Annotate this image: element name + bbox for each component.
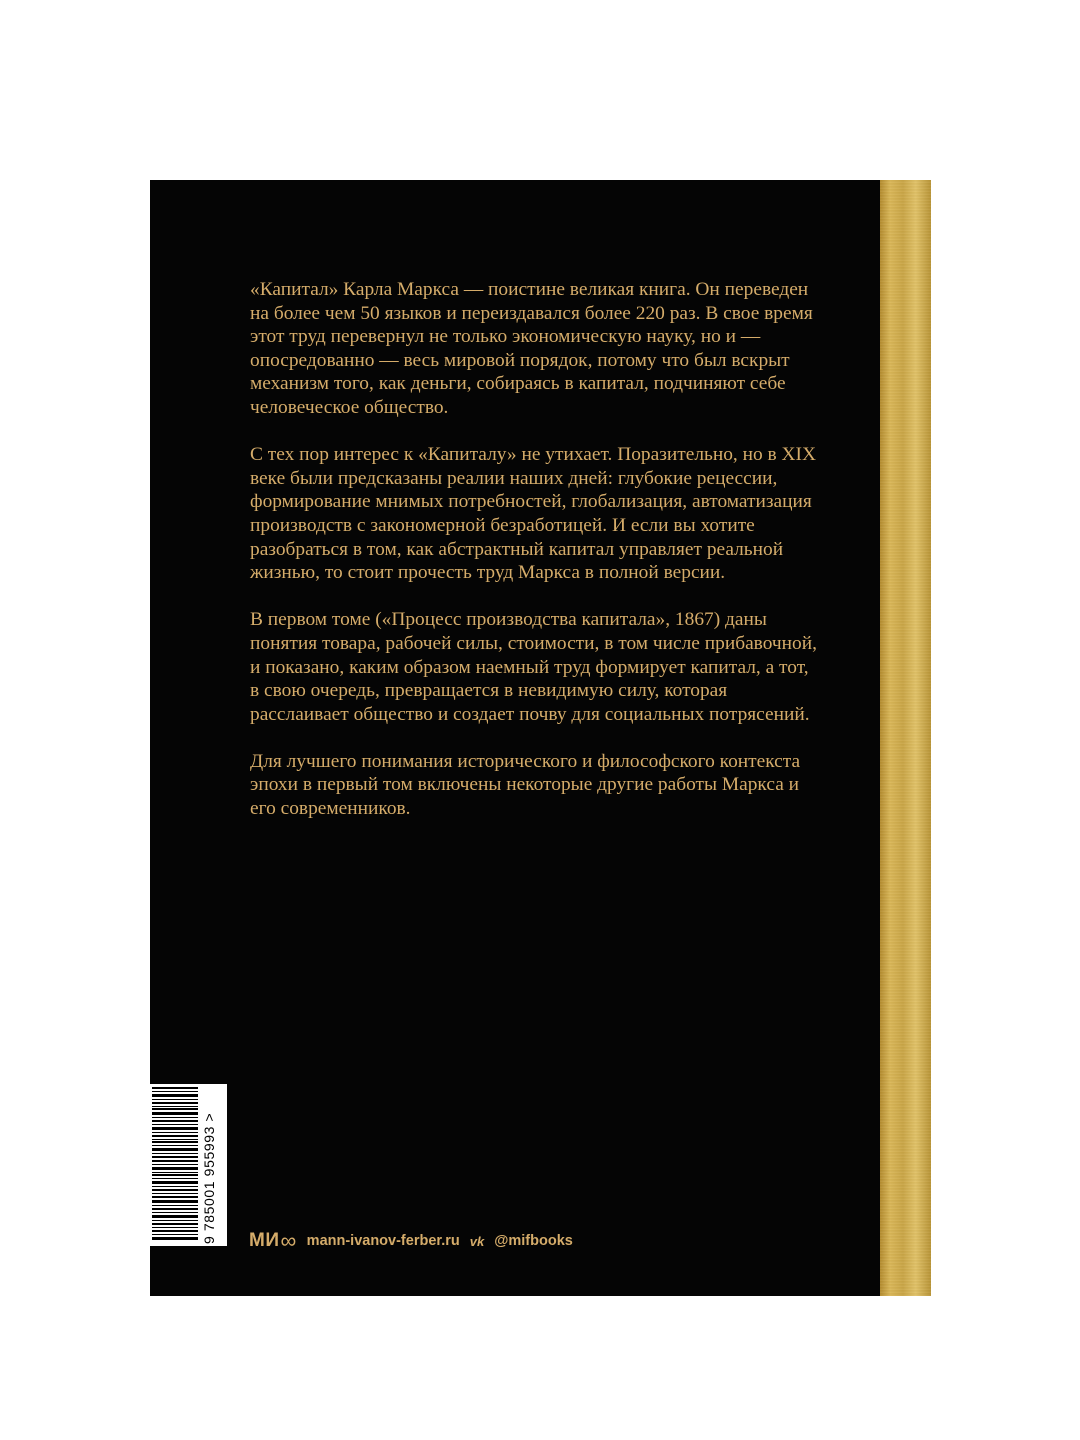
cover-blurb — [250, 278, 822, 844]
publisher-logo-text: МИ — [249, 1230, 280, 1251]
blurb-paragraph-2: С тех пор интерес к «Капиталу» не утихает. Поразительно, но в XIX веке были предсказаны реалии наших дней: глубокие рецессии, формирование мнимых потребностей, глобализация, автоматизация производств с закономерной безработицей. И если вы хотите разобраться в том, как абстрактный капитал управляет реальной жизнью, то стоит прочесть труд Маркса в полной версии. — [250, 444, 817, 584]
isbn-barcode — [150, 1084, 227, 1246]
blurb-paragraph-3: В первом томе («Процесс производства капитала», 1867) даны понятия товара, рабочей силы, стоимости, в том числе прибавочной, и показано, каким образом наемный труд формирует капитал, а тот, в свою очередь, превращается в невидимую силу, которая расслаивает общество и создает почву для социальных потрясений. — [250, 609, 817, 725]
barcode-digits: 9 785001 955993 > — [201, 1112, 217, 1244]
publisher-logo — [249, 1228, 297, 1254]
publisher-website[interactable]: mann-ivanov-ferber.ru — [306, 1233, 460, 1249]
book-back-cover — [150, 180, 931, 1296]
gold-spine-strip — [880, 180, 931, 1296]
social-handle[interactable]: @mifbooks — [494, 1233, 573, 1249]
publisher-footer — [249, 1229, 573, 1253]
vk-icon[interactable]: vk — [469, 1233, 485, 1249]
blurb-paragraph-1: «Капитал» Карла Маркса — поистине великая книга. Он переведен на более чем 50 языков и переиздавался более 220 раз. В свое время этот труд перевернул не только экономическую науку, но и — опосредованно — весь мировой порядок, потому что был вскрыт механизм того, как деньги, собираясь в капитал, подчиняют себе человеческое общество. — [250, 279, 813, 418]
infinity-icon: ∞ — [280, 1228, 297, 1253]
barcode-bars — [150, 1084, 200, 1246]
blurb-paragraph-4: Для лучшего понимания исторического и философского контекста эпохи в первый том включены некоторые другие работы Маркса и его современников. — [250, 750, 801, 820]
